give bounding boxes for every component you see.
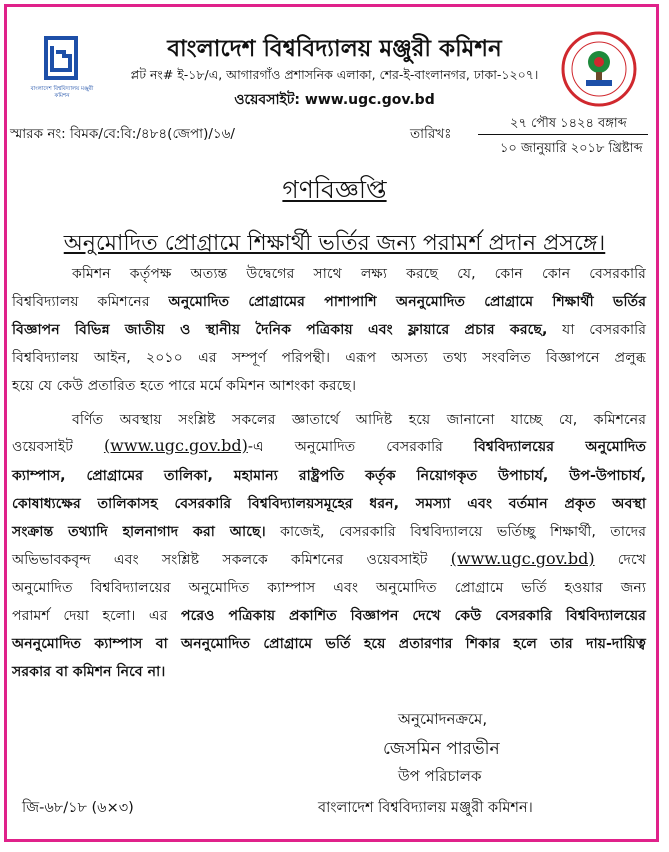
para1-line: বিশ্ববিদ্যালয় আইন, ২০১০ এর সম্পূর্ণ পরিপন্থী। এরূপ অসত্য তথ্য সংবলিত বিজ্ঞাপনে প্রলুব্ধ — [12, 350, 646, 366]
notice-heading: গণবিজ্ঞপ্তি — [282, 175, 387, 204]
organization-website: ওয়েবসাইট: www.ugc.gov.bd — [234, 92, 435, 108]
para2-line: অভিভাবকবৃন্দ এবং সংশ্লিষ্ট সকলকে কমিশনের ওয়েবসাইট (www.ugc.gov.bd) দেখে — [12, 549, 646, 568]
para1-line: কমিশন কর্তৃপক্ষ অত্যন্ত উদ্বেগের সাথে লক্ষ্য করছে যে, কোন কোন বেসরকারি — [72, 266, 646, 282]
signature-approval: অনুমোদনক্রমে, — [398, 710, 488, 728]
para1-line: হয়ে যে কেউ প্রতারিত হতে পারে মর্মে কমিশন আশংকা করছে। — [12, 378, 357, 394]
ugc-logo-caption: বাংলাদেশ বিশ্ববিদ্যালয় মঞ্জুরী কমিশন — [30, 86, 94, 99]
para2-line: ওয়েবসাইট (www.ugc.gov.bd)-এ অনুমোদিত বেসরকারি বিশ্ববিদ্যালয়ের অনুমোদিত — [12, 436, 647, 455]
website-link[interactable]: (www.ugc.gov.bd) — [103, 436, 248, 455]
para2-line: সংক্রান্ত তথ্যাদি হালনাগাদ করা আছে। কাজেই, বেসরকারি বিশ্ববিদ্যালয়ে ভর্তিচ্ছু শিক্ষার্থী, তাদের — [12, 524, 646, 540]
para2-line: বর্ণিত অবস্থায় সংশ্লিষ্ট সকলের জ্ঞাতার্থে আদিষ্ট হয়ে জানানো যাচ্ছে যে, কমিশনের — [72, 412, 646, 428]
date-english: ১০ জানুয়ারি ২০১৮ খ্রিষ্টাব্দ — [500, 141, 643, 156]
signature-organization: বাংলাদেশ বিশ্ববিদ্যালয় মঞ্জুরী কমিশন। — [318, 800, 533, 816]
para1-line: বিজ্ঞাপন বিভিন্ন জাতীয় ও স্থানীয় দৈনিক পত্রিকায় এবং ফ্লায়ারে প্রচার করছে, যা বেসরকারি — [12, 322, 647, 338]
para1-line: বিশ্ববিদ্যালয় কমিশনের অনুমোদিত প্রোগ্রামের পাশাপাশি অননুমোদিত প্রোগ্রামে শিক্ষার্থী ভর্তির — [12, 294, 646, 310]
website-link[interactable]: (www.ugc.gov.bd) — [450, 549, 595, 568]
para2-line: সরকার বা কমিশন নিবে না। — [12, 664, 166, 680]
para2-line: পরামর্শ দেয়া হলো। এর পরেও পত্রিকায় প্রকাশিত বিজ্ঞাপন দেখে কেউ বেসরকারি বিশ্ববিদ্যালয়ের — [12, 608, 646, 624]
para2-line: অনুমোদিত বিশ্ববিদ্যালয়ের অনুমোদিত ক্যাম্পাস এবং অনুমোদিত প্রোগ্রামে ভর্তি হওয়ার জন্য — [12, 580, 646, 596]
date-label: তারিখঃ — [410, 126, 452, 142]
signature-name: জেসমিন পারভীন — [383, 739, 500, 759]
date-divider — [478, 134, 648, 135]
memo-number: স্মারক নং: বিমক/বে:বি:/৪৮৪(জেপা)/১৬/ — [10, 126, 235, 142]
date-bangla: ২৭ পৌষ ১৪২৪ বঙ্গাব্দ — [510, 116, 627, 131]
para2-line: অননুমোদিত ক্যাম্পাস বা অননুমোদিত প্রোগ্রামে ভর্তি হয়ে প্রতারণার শিকার হলে তার দায়-দায়িত্ব — [12, 636, 646, 652]
organization-title: বাংলাদেশ বিশ্ববিদ্যালয় মঞ্জুরী কমিশন — [167, 36, 502, 62]
para2-line: কোষাধ্যক্ষের তালিকাসহ বেসরকারি বিশ্ববিদ্যালয়সমূহের ধরন, সমস্যা এবং বর্তমান প্রকৃত অবস্থা — [12, 496, 646, 512]
reference-code: জি-৬৮/১৮ (৬×৩) — [22, 800, 134, 816]
organization-address: প্লট নং# ই-১৮/এ, আগারগাঁও প্রশাসনিক এলাকা, শের-ই-বাংলানগর, ঢাকা-১২০৭। — [130, 67, 539, 82]
signature-designation: উপ পরিচালক — [398, 767, 482, 785]
notice-subject: অনুমোদিত প্রোগ্রামে শিক্ষার্থী ভর্তির জন্য পরামর্শ প্রদান প্রসঙ্গে। — [63, 231, 606, 256]
para2-line: ক্যাম্পাস, প্রোগ্রামের তালিকা, মহামান্য রাষ্ট্রপতি কর্তৃক নিয়োগকৃত উপাচার্য, উপ-উপাচার্য, — [12, 468, 646, 484]
